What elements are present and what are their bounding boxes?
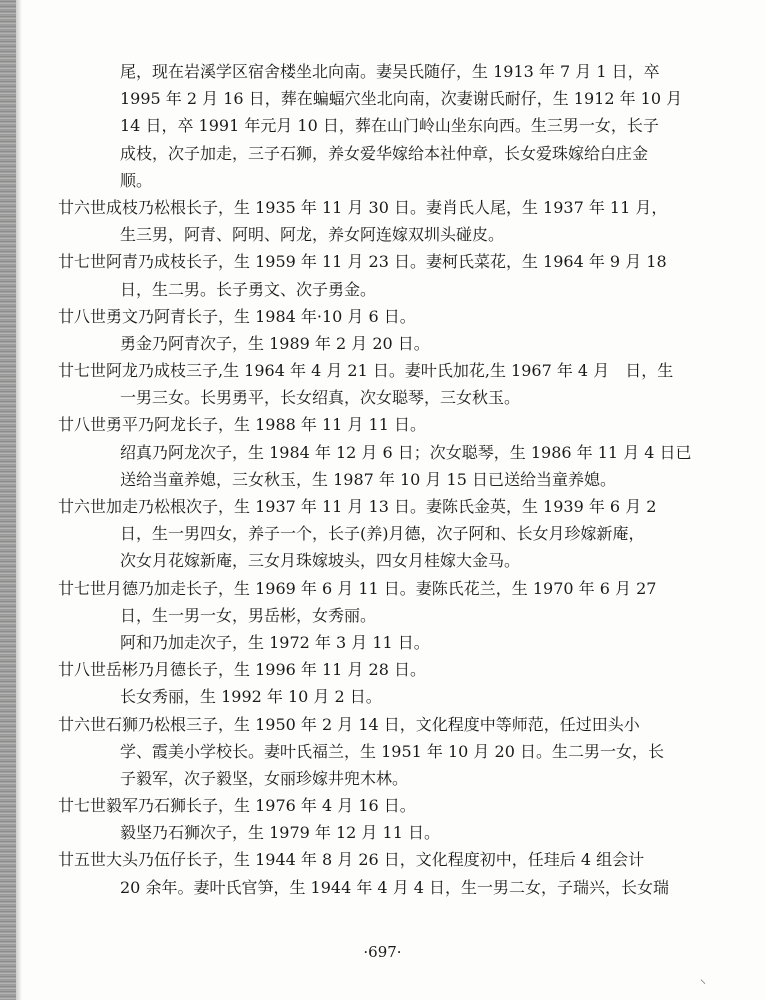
text-line: 送给当童养媳，三女秋玉，生 1987 年 10 月 15 日已送给当童养媳。: [120, 469, 616, 489]
text-line: 学、霞美小学校长。妻叶氏福兰，生 1951 年 10 月 20 日。生二男一女，长: [120, 741, 664, 761]
text-line: 廿七世阿青乃成枝长子，生 1959 年 11 月 23 日。妻柯氏菜花，生 1964 年 9 月 18: [58, 252, 667, 272]
text-line: 廿八世岳彬乃月德长子，生 1996 年 11 月 28 日。: [58, 660, 426, 680]
corner-tick-mark: ⸌: [700, 977, 707, 991]
text-line: 阿和乃加走次子，生 1972 年 3 月 11 日。: [120, 632, 430, 652]
text-line: 日，生二男。长子勇文、次子勇金。: [120, 279, 377, 299]
text-line: 生三男，阿青、阿明、阿龙，养女阿连嫁双圳头碰皮。: [120, 225, 505, 245]
text-line: 勇金乃阿青次子，生 1989 年 2 月 20 日。: [120, 333, 430, 353]
text-line: 14 日，卒 1991 年元月 10 日，葬在山门岭山坐东向西。生三男一女，长子: [120, 116, 659, 136]
document-page: [58, 58, 708, 901]
text-line: 廿八世勇平乃阿龙长子，生 1988 年 11 月 11 日。: [58, 415, 426, 435]
text-line: 日，生一男四女，养子一个，长子(养)月德，次子阿和、长女月珍嫁新庵，: [120, 524, 645, 544]
text-line: 廿七世阿龙乃成枝三子,生 1964 年 4 月 21 日。妻叶氏加花,生 1967 年 4 月 日，生: [58, 361, 674, 381]
text-line: 子毅军，次子毅坚，女丽珍嫁井兜木林。: [120, 768, 409, 788]
text-line: 成枝，次子加走，三子石狮，养女爱华嫁给本社仲章，长女爱珠嫁给白庄金: [120, 143, 649, 163]
text-line: 长女秀丽，生 1992 年 10 月 2 日。: [120, 687, 382, 707]
scan-edge-gradient: [16, 0, 22, 1000]
scan-edge-shadow: [0, 0, 16, 1000]
page-number: ·697·: [363, 943, 402, 961]
text-line: 顺。: [120, 170, 153, 190]
text-line: 廿六世加走乃松根次子，生 1937 年 11 月 13 日。妻陈氏金英，生 1939 年 6 月 2: [58, 497, 657, 516]
text-line: 廿五世大头乃伍仔长子，生 1944 年 8 月 26 日，文化程度初中，任珪后 4 组会计: [58, 850, 645, 870]
text-line: 一男三女。长男勇平，长女绍真，次女聪琴，三女秋玉。: [120, 388, 521, 408]
text-line: 绍真乃阿龙次子，生 1984 年 12 月 6 日；次女聪琴，生 1986 年 11 月 4 日已: [120, 442, 692, 462]
text-line: 廿八世勇文乃阿青长子，生 1984 年·10 月 6 日。: [58, 306, 416, 326]
text-line: 毅坚乃石狮次子，生 1979 年 12 月 11 日。: [120, 823, 440, 843]
text-line: 廿七世毅军乃石狮长子，生 1976 年 4 月 16 日。: [58, 796, 416, 816]
text-line: 1995 年 2 月 16 日，葬在蝙蝠穴坐北向南，次妻谢氏耐仔，生 1912 年 10 月: [120, 89, 683, 109]
text-line: 20 余年。妻叶氏官笋，生 1944 年 4 月 4 日，生一男二女，子瑞兴，长女瑞: [120, 877, 670, 897]
text-line: 廿六世石狮乃松根三子，生 1950 年 2 月 14 日，文化程度中等师范，任过田头小: [58, 714, 640, 734]
text-line: 廿六世成枝乃松根长子，生 1935 年 11 月 30 日。妻肖氏人尾，生 1937 年 11 月，: [58, 197, 668, 217]
text-line: 次女月花嫁新庵，三女月珠嫁坡头，四女月桂嫁大金马。: [120, 551, 521, 571]
text-line: 日，生一男一女，男岳彬，女秀丽。: [120, 605, 377, 625]
text-line: 尾，现在岩溪学区宿舍楼坐北向南。妻吴氏随仔，生 1913 年 7 月 1 日，卒: [120, 62, 660, 81]
text-line: 廿七世月德乃加走长子，生 1969 年 6 月 11 日。妻陈氏花兰，生 1970 年 6 月 27: [58, 578, 657, 598]
